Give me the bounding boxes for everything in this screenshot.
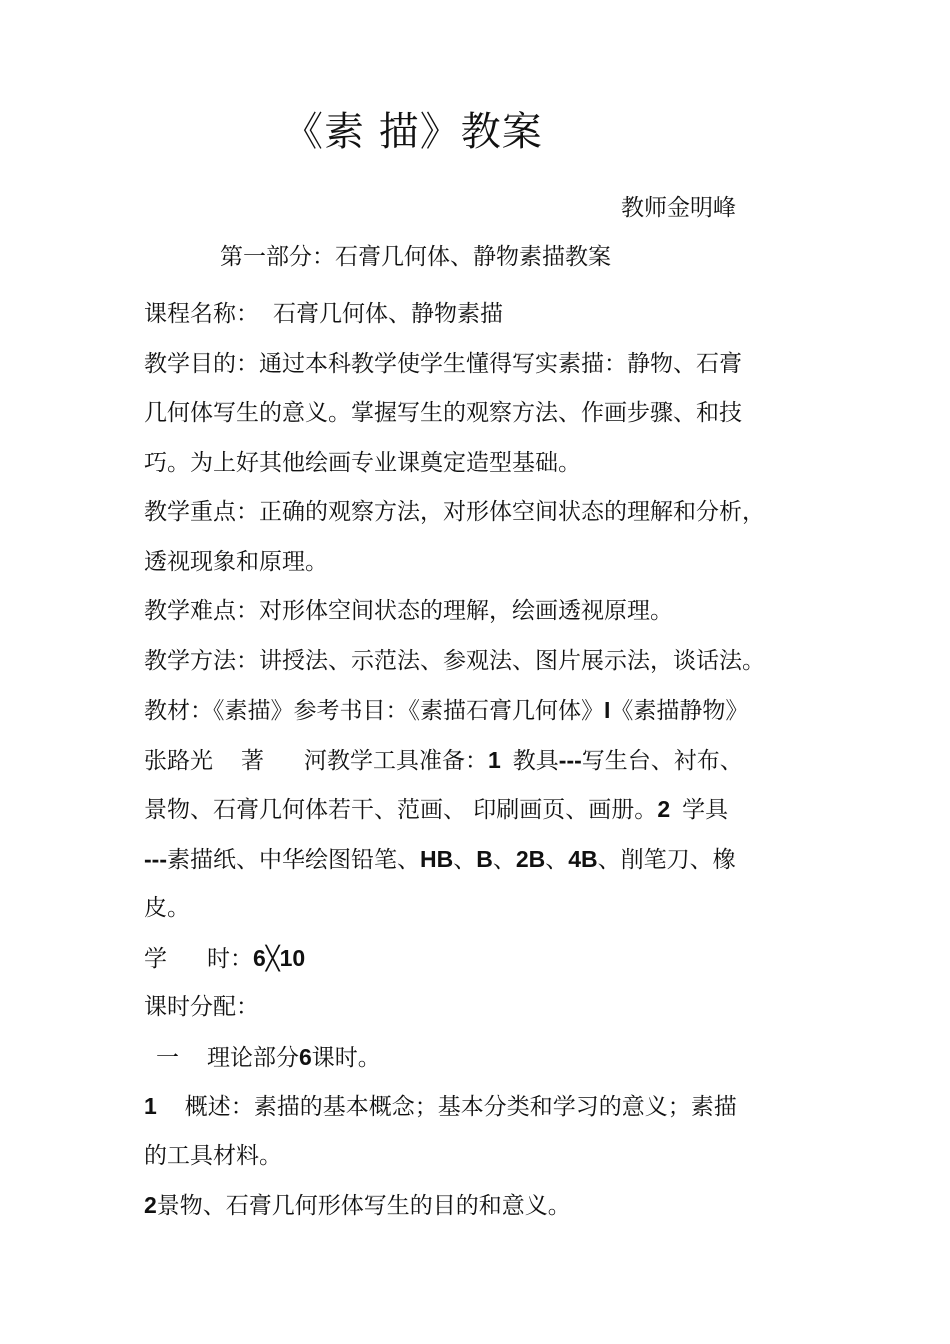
difficulty-line: 教学难点：对形体空间状态的理解，绘画透视原理。 [144, 598, 673, 624]
course-name-line [144, 290, 814, 340]
tools-item-number: 2 [657, 796, 671, 822]
materials-line-2 [144, 736, 814, 786]
hours-label: 学 [144, 945, 167, 972]
course-value: 石膏几何体、静物素描 [273, 301, 503, 327]
keypoints-line-2: 透视现象和原理。 [144, 548, 328, 575]
materials-line-1 [144, 686, 814, 736]
pencil-grade: 4B [568, 845, 598, 872]
student-tools-label: 学具 [682, 797, 729, 823]
teaching-tools-list: 写生台、衬布、 [581, 747, 743, 774]
student-tools-list: 素描纸、中华绘图铅笔、 [166, 846, 420, 873]
item-1-line-1 [144, 1082, 814, 1132]
pencil-grade: HB [419, 845, 454, 872]
theory-index: 一 [156, 1044, 179, 1071]
item-number: 1 [144, 1093, 157, 1119]
author-line: 教师金明峰 [621, 195, 736, 221]
hours-line [144, 934, 814, 984]
item-2-text: 景物、石膏几何形体写生的目的和意义。 [156, 1193, 571, 1219]
item-1-text: 概述：素描的基本概念；基本分类和学习的意义；素描 [184, 1094, 737, 1120]
part-heading: 第一部分：石膏几何体、静物素描教案 [220, 244, 611, 270]
teaching-tools-list-cont: 景物、石膏几何体若干、范画、 印刷画页、画册。 [144, 797, 658, 823]
dash: --- [558, 746, 582, 773]
tools-prep-label: 河教学工具准备： [304, 747, 488, 774]
student-tools-list-end: 、削笔刀、橡 [597, 846, 736, 873]
materials-separator: I [604, 697, 611, 723]
objective-line-1: 教学目的：通过本科教学使学生懂得写实素描：静物、石膏 [144, 350, 742, 377]
materials-line-5: 皮。 [144, 895, 190, 921]
tools-item-number: 1 [488, 746, 501, 773]
hours-label-suffix: 时： [207, 945, 253, 972]
materials-line-3 [144, 785, 814, 835]
theory-line [144, 1033, 814, 1083]
method-line: 教学方法：讲授法、示范法、参观法、图片展示法，谈话法。 [144, 647, 765, 674]
dash: --- [144, 845, 167, 872]
hours-value: 6╳10 [253, 944, 306, 971]
separator: 、 [492, 846, 516, 873]
document-title: 《素 描》教案 [283, 109, 543, 155]
item-2-line [144, 1181, 814, 1231]
separator: 、 [453, 846, 477, 873]
keypoints-line-1: 教学重点：正确的观察方法，对形体空间状态的理解和分析， [144, 499, 765, 525]
teaching-tools-label: 教具 [512, 747, 559, 774]
pencil-grade: 2B [515, 845, 546, 872]
theory-hours: 6 [299, 1043, 312, 1070]
materials-text: 教材：《素描》参考书目：《素描石膏几何体》 [144, 698, 604, 724]
item-number: 2 [144, 1192, 157, 1218]
theory-text: 理论部分 [207, 1044, 299, 1071]
objective-line-3: 巧。为上好其他绘画专业课奠定造型基础。 [144, 449, 581, 476]
theory-unit: 课时。 [311, 1044, 381, 1071]
book-author: 张路光 [144, 747, 213, 774]
materials-book: 《素描静物》 [610, 698, 749, 724]
book-author-suffix: 著 [241, 747, 264, 774]
document-body [144, 290, 814, 1231]
course-label: 课程名称： [144, 301, 259, 327]
separator: 、 [545, 846, 569, 873]
materials-line-4 [144, 835, 814, 885]
allocation-line: 课时分配： [144, 994, 259, 1020]
item-1-line-2: 的工具材料。 [144, 1142, 282, 1169]
objective-line-2: 几何体写生的意义。掌握写生的观察方法、作画步骤、和技 [144, 400, 742, 426]
pencil-grade: B [476, 845, 493, 872]
